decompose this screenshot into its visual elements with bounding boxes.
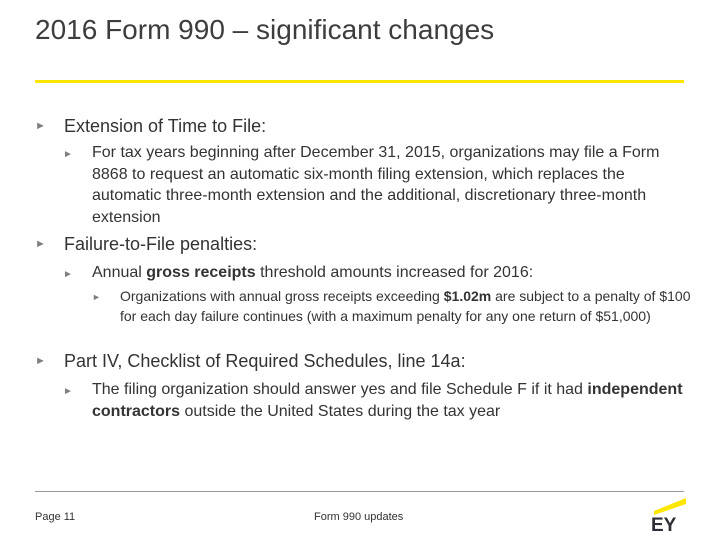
footer-title: Form 990 updates (314, 511, 404, 523)
bullet-text: Extension of Time to File: (64, 116, 267, 136)
bullet-failure-to-file (35, 234, 257, 255)
bullet-part-iv (35, 351, 466, 372)
page-number: Page 11 (35, 511, 76, 523)
text-run-bold: $1.02m (443, 288, 492, 304)
text-run: The filing organization should answer yes and file Schedule F if it had (92, 381, 588, 398)
ey-logo-beam (654, 498, 686, 515)
bullet-arrow-icon: ► (63, 149, 73, 160)
bullet-arrow-icon: ► (63, 269, 73, 280)
title-underline (35, 80, 684, 83)
bullet-text: For tax years beginning after December 31, 2015, organizations may file a Form 8868 to request an automatic six-month filing extension, which replaces the automatic three-month extension and the additional, discretionary three-month extension (92, 144, 660, 226)
sub-sub-bullet-penalty (92, 287, 692, 326)
bullet-arrow-icon: ► (35, 120, 46, 132)
bullet-extension (35, 116, 266, 137)
bullet-text (92, 379, 693, 422)
sub-bullet-schedule-f (63, 379, 693, 422)
bullet-text: Part IV, Checklist of Required Schedules, line 14a: (64, 351, 466, 371)
text-run: Annual (92, 264, 147, 281)
text-run: Organizations with annual gross receipts exceeding (120, 288, 444, 304)
ey-logo (648, 495, 688, 533)
text-run-bold: gross receipts (146, 264, 256, 281)
sub-bullet-extension-detail (63, 142, 693, 228)
text-run: are subject to a penalty of $100 for each day failure continues (with a maximum penalty for any one return of $51,000) (120, 288, 691, 324)
bullet-arrow-icon: ► (92, 292, 101, 302)
sub-bullet-gross-receipts (63, 262, 693, 286)
text-run: threshold amounts increased for 2016: (255, 264, 534, 281)
bullet-text: Failure-to-File penalties: (64, 234, 258, 254)
bullet-text (120, 287, 692, 326)
bullet-arrow-icon: ► (35, 238, 46, 250)
bullet-arrow-icon: ► (63, 386, 73, 397)
bullet-arrow-icon: ► (35, 355, 46, 367)
bullet-text (92, 262, 533, 284)
text-run: outside the United States during the tax year (180, 402, 501, 420)
text-run-bold: independent contractors (92, 381, 683, 420)
footer-divider (35, 491, 684, 492)
ey-logo-text: EY (651, 515, 677, 533)
slide-title: 2016 Form 990 – significant changes (35, 14, 495, 45)
